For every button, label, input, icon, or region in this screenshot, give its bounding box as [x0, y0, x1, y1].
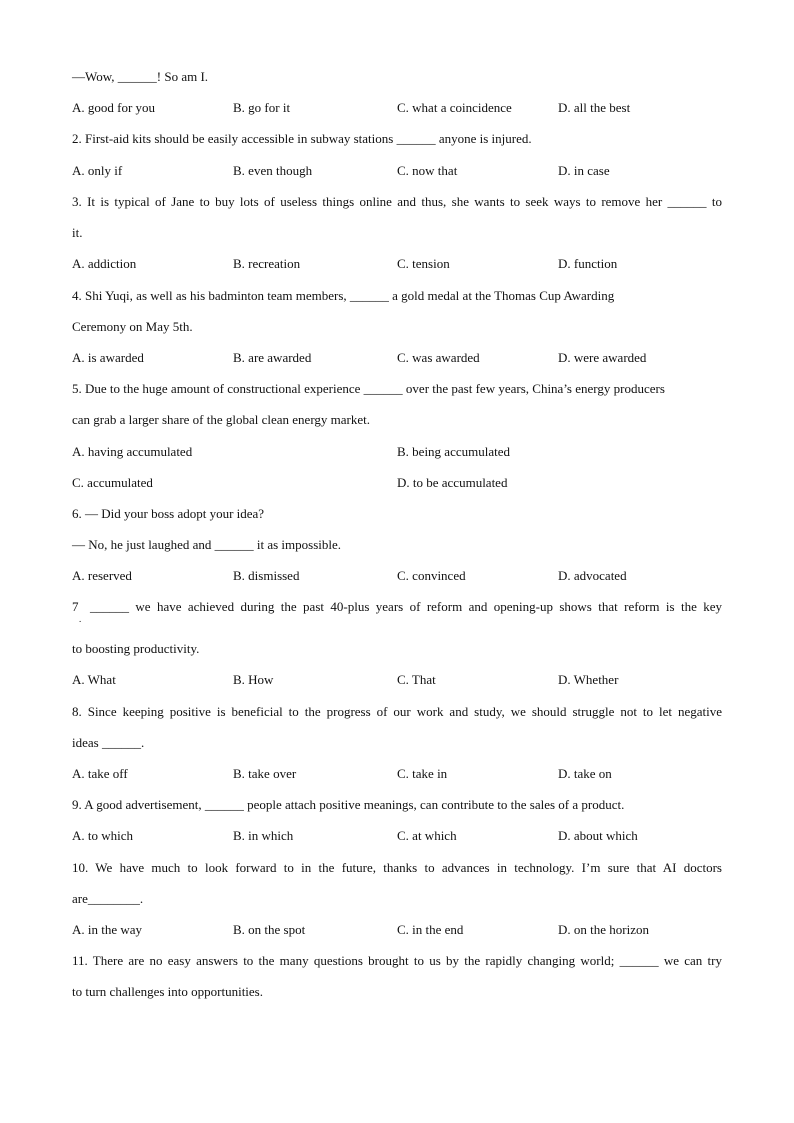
- question-4-stem: 4. Shi Yuqi, as well as his badminton team members, ______ a gold medal at the Thomas Cup Awarding: [72, 288, 615, 303]
- option-b: B. dismissed: [233, 568, 300, 583]
- option-d: D. were awarded: [558, 350, 647, 365]
- question-11-stem: 11. There are no easy answers to the many questions brought to us by the rapidly changing world; ______ we can try: [72, 953, 722, 968]
- question-7-stem-cont: to boosting productivity.: [72, 641, 200, 656]
- question-6-stem-cont: — No, he just laughed and ______ it as impossible.: [72, 537, 342, 552]
- question-7-stem: ______ we have achieved during the past 40-plus years of reform and opening-up shows that reform is the key: [90, 599, 722, 614]
- option-b: B. go for it: [233, 100, 291, 115]
- option-a: A. take off: [72, 766, 128, 781]
- question-10-stem-cont: are________.: [72, 891, 144, 906]
- option-d: D. function: [558, 256, 618, 271]
- question-4-stem-cont: Ceremony on May 5th.: [72, 319, 193, 334]
- question-10-stem: 10. We have much to look forward to in the future, thanks to advances in technology. I’m sure that AI doctors: [72, 860, 722, 875]
- option-c: C. convinced: [397, 568, 466, 583]
- option-b: B. recreation: [233, 256, 301, 271]
- question-6-stem: 6. — Did your boss adopt your idea?: [72, 506, 265, 521]
- option-d: D. take on: [558, 766, 612, 781]
- option-c: C. take in: [397, 766, 448, 781]
- option-d: D. in case: [558, 163, 610, 178]
- option-c: C. accumulated: [72, 475, 153, 490]
- option-a: A. to which: [72, 828, 134, 843]
- option-c: C. in the end: [397, 922, 464, 937]
- option-a: A. addiction: [72, 256, 137, 271]
- option-d: D. all the best: [558, 100, 631, 115]
- option-a: A. good for you: [72, 100, 156, 115]
- option-b: B. take over: [233, 766, 297, 781]
- question-5-stem: 5. Due to the huge amount of constructional experience ______ over the past few years, China’s energy producers: [72, 381, 665, 396]
- option-a: A. is awarded: [72, 350, 144, 365]
- question-9-stem: 9. A good advertisement, ______ people attach positive meanings, can contribute to the sales of a product.: [72, 797, 625, 812]
- question-7-number-dot: .: [79, 614, 82, 624]
- question-2-stem: 2. First-aid kits should be easily accessible in subway stations ______ anyone is injured.: [72, 131, 532, 146]
- option-a: A. reserved: [72, 568, 132, 583]
- option-c: C. was awarded: [397, 350, 480, 365]
- option-b: B. in which: [233, 828, 294, 843]
- option-a: A. in the way: [72, 922, 143, 937]
- option-c: C. now that: [397, 163, 458, 178]
- question-3-stem-cont: it.: [72, 225, 83, 240]
- option-d: D. to be accumulated: [397, 475, 508, 490]
- option-c: C. at which: [397, 828, 457, 843]
- option-c: C. what a coincidence: [397, 100, 512, 115]
- option-a: A. having accumulated: [72, 444, 193, 459]
- option-d: D. Whether: [558, 672, 619, 687]
- option-c: C. tension: [397, 256, 450, 271]
- option-d: D. advocated: [558, 568, 627, 583]
- question-11-stem-cont: to turn challenges into opportunities.: [72, 984, 263, 999]
- option-c: C. That: [397, 672, 436, 687]
- question-8-stem-cont: ideas ______.: [72, 735, 145, 750]
- question-3-stem: 3. It is typical of Jane to buy lots of useless things online and thus, she wants to seek ways to remove her ______ to: [72, 194, 722, 209]
- option-b: B. on the spot: [233, 922, 306, 937]
- question-7-number: 7: [72, 599, 79, 614]
- option-a: A. only if: [72, 163, 123, 178]
- option-b: B. are awarded: [233, 350, 312, 365]
- option-d: D. about which: [558, 828, 638, 843]
- option-a: A. What: [72, 672, 116, 687]
- option-d: D. on the horizon: [558, 922, 649, 937]
- option-b: B. being accumulated: [397, 444, 510, 459]
- dialogue-line: —Wow, ______! So am I.: [72, 69, 209, 84]
- option-b: B. How: [233, 672, 274, 687]
- question-5-stem-cont: can grab a larger share of the global clean energy market.: [72, 412, 371, 427]
- question-8-stem: 8. Since keeping positive is beneficial to the progress of our work and study, we should struggle not to let negative: [72, 704, 722, 719]
- option-b: B. even though: [233, 163, 313, 178]
